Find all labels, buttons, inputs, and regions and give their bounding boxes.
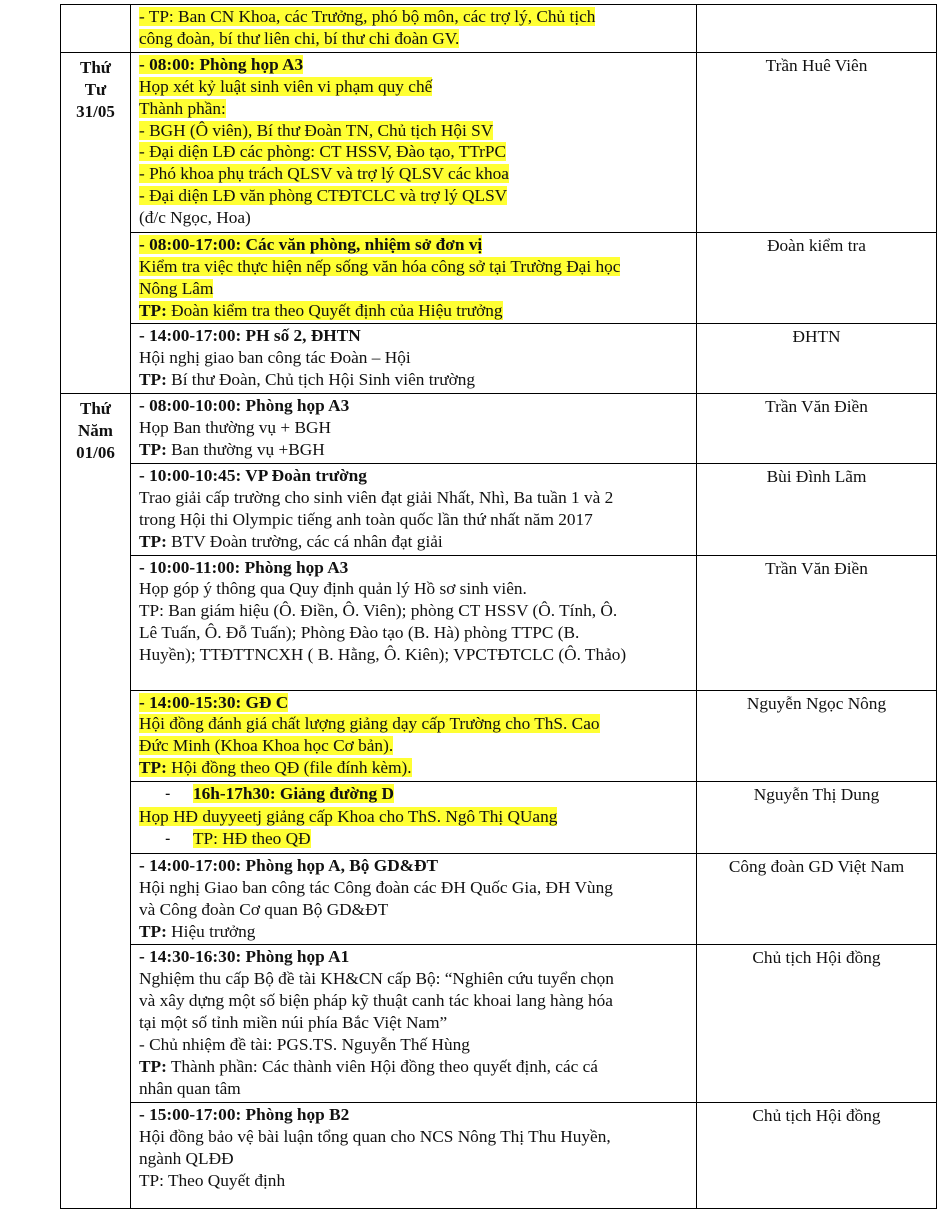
tp-label: TP: — [139, 531, 167, 551]
event-line: Huyền); TTĐTTNCXH ( B. Hằng, Ô. Kiên); VPCTĐTCLC (Ô. Thảo) — [139, 645, 627, 665]
table-row — [61, 52, 937, 232]
event-line: Nghiệm thu cấp Bộ đề tài KH&CN cấp Bộ: “Nghiên cứu tuyển chọn — [139, 969, 614, 989]
event-heading: - 14:00-17:00: Phòng họp A, Bộ GD&ĐT — [139, 855, 439, 875]
event-content — [131, 853, 697, 945]
event-content — [131, 394, 697, 464]
event-line: Nông Lâm — [139, 278, 214, 298]
list-dash: - — [165, 785, 171, 804]
event-line: - TP: Ban CN Khoa, các Trưởng, phó bộ môn, các trợ lý, Chủ tịch — [139, 7, 596, 26]
list-dash: - — [165, 829, 171, 848]
day-cell-empty — [61, 5, 131, 53]
event-line: Họp xét kỷ luật sinh viên vi phạm quy chế — [139, 76, 433, 96]
table-row — [61, 394, 937, 464]
tp-label: TP: — [139, 1057, 167, 1076]
table-row — [61, 690, 937, 782]
table-row — [61, 782, 937, 854]
table-row — [61, 232, 937, 324]
presider-cell: Bùi Đình Lãm — [697, 463, 937, 555]
table-row — [61, 324, 937, 394]
event-line: Hội nghị Giao ban công tác Công đoàn các ĐH Quốc Gia, ĐH Vùng — [139, 877, 613, 897]
tp-text: BTV Đoàn trường, các cá nhân đạt giải — [166, 531, 443, 551]
event-heading: - 08:00-17:00: Các văn phòng, nhiệm sở đơn vị — [139, 234, 483, 254]
table-row — [61, 5, 937, 53]
day-cell-thursday — [61, 394, 131, 1209]
event-line: Họp HĐ duyyeetj giảng cấp Khoa cho ThS. Ngô Thị QUang — [139, 807, 558, 827]
day-name: Năm — [78, 421, 113, 441]
schedule-sheet — [60, 4, 936, 1195]
schedule-table — [60, 4, 937, 1209]
event-heading: - 14:00-15:30: GĐ C — [139, 692, 289, 712]
event-line: Đức Minh (Khoa Khoa học Cơ bản). — [139, 736, 394, 756]
event-heading: - 08:00: Phòng họp A3 — [139, 54, 304, 74]
tp-label: TP: — [139, 758, 167, 778]
presider-cell: ĐHTN — [697, 324, 937, 394]
tp-label: TP: — [139, 300, 167, 320]
tp-label: TP: — [139, 921, 167, 941]
presider-cell: Đoàn kiểm tra — [697, 232, 937, 324]
presider-cell: Chủ tịch Hội đồng — [697, 945, 937, 1102]
event-line: Họp Ban thường vụ + BGH — [139, 418, 331, 438]
event-heading: - 14:00-17:00: PH số 2, ĐHTN — [139, 326, 361, 346]
table-row — [61, 555, 937, 690]
event-line: Họp góp ý thông qua Quy định quản lý Hồ sơ sinh viên. — [139, 579, 527, 599]
tp-text: TP: HĐ theo QĐ — [193, 828, 311, 848]
event-line: Thành phần: — [139, 98, 226, 118]
day-name: Tư — [84, 79, 107, 99]
presider-cell: Nguyễn Ngọc Nông — [697, 690, 937, 782]
event-line: công đoàn, bí thư liên chi, bí thư chi đoàn GV. — [139, 28, 460, 48]
event-content — [131, 232, 697, 324]
tp-text: Thành phần: Các thành viên Hội đồng theo quyết định, các cá — [166, 1057, 598, 1076]
event-heading: - 15:00-17:00: Phòng họp B2 — [139, 1104, 350, 1124]
table-row — [61, 853, 937, 945]
presider-cell: Trần Văn Điền — [697, 555, 937, 690]
event-content — [131, 690, 697, 782]
event-line: và xây dựng một số biện pháp kỹ thuật canh tác khoai lang hàng hóa — [139, 991, 613, 1011]
event-line: Lê Tuấn, Ô. Đỗ Tuấn); Phòng Đào tạo (B. Hà) phòng TTPC (B. — [139, 623, 580, 643]
tp-text: nhân quan tâm — [139, 1078, 241, 1098]
event-line: Hội đồng đánh giá chất lượng giảng dạy cấp Trường cho ThS. Cao — [139, 714, 600, 734]
event-line: Hội nghị giao ban công tác Đoàn – Hội — [139, 348, 411, 368]
event-content — [131, 555, 697, 690]
presider-cell: Trần Huê Viên — [697, 52, 937, 232]
table-row — [61, 945, 937, 1102]
event-heading: - 10:00-10:45: VP Đoàn trường — [139, 465, 367, 485]
tp-text: Hiệu trưởng — [166, 921, 256, 941]
event-line: - BGH (Ô viên), Bí thư Đoàn TN, Chủ tịch Hội SV — [139, 120, 494, 140]
event-line: - Đại diện LĐ các phòng: CT HSSV, Đào tạo, TTrPC — [139, 142, 507, 162]
event-heading: - 14:30-16:30: Phòng họp A1 — [139, 947, 350, 967]
event-content — [131, 782, 697, 854]
event-line: - Chủ nhiệm đề tài: PGS.TS. Nguyễn Thế Hùng — [139, 1035, 470, 1055]
event-line: - Đại diện LĐ văn phòng CTĐTCLC và trợ lý QLSV — [139, 186, 508, 206]
day-date: 01/06 — [76, 443, 115, 463]
table-row — [61, 1102, 937, 1208]
event-line: Kiểm tra việc thực hiện nếp sống văn hóa công sở tại Trường Đại học — [139, 256, 621, 276]
event-line: TP: Theo Quyết định — [139, 1170, 286, 1190]
event-heading: 16h-17h30: Giảng đường D — [193, 784, 394, 804]
event-line: trong Hội thi Olympic tiếng anh toàn quốc lần thứ nhất năm 2017 — [139, 509, 593, 529]
event-line: (đ/c Ngọc, Hoa) — [139, 208, 251, 228]
presider-cell: Trần Văn Điền — [697, 394, 937, 464]
presider-cell: Nguyễn Thị Dung — [697, 782, 937, 854]
presider-cell: Chủ tịch Hội đồng — [697, 1102, 937, 1208]
event-heading: - 10:00-11:00: Phòng họp A3 — [139, 557, 349, 577]
event-line: Trao giải cấp trường cho sinh viên đạt giải Nhất, Nhì, Ba tuần 1 và 2 — [139, 487, 614, 507]
tp-text: Đoàn kiểm tra theo Quyết định của Hiệu trưởng — [166, 300, 503, 320]
event-line: - Phó khoa phụ trách QLSV và trợ lý QLSV các khoa — [139, 164, 509, 184]
tp-text: Bí thư Đoàn, Chủ tịch Hội Sinh viên trường — [166, 370, 476, 390]
day-label: Thứ — [80, 57, 111, 77]
day-label: Thứ — [80, 399, 111, 419]
presider-cell-empty — [697, 5, 937, 53]
event-content — [131, 463, 697, 555]
tp-label: TP: — [139, 370, 167, 390]
day-date: 31/05 — [76, 101, 115, 121]
event-line: TP: Ban giám hiệu (Ô. Điền, Ô. Viên); phòng CT HSSV (Ô. Tính, Ô. — [139, 601, 618, 621]
event-content — [131, 1102, 697, 1208]
event-content — [131, 324, 697, 394]
event-line: Hội đồng bảo vệ bài luận tổng quan cho NCS Nông Thị Thu Huyền, — [139, 1126, 611, 1146]
tp-text: Ban thường vụ +BGH — [166, 439, 325, 459]
day-cell-wednesday — [61, 52, 131, 393]
event-line: ngành QLĐĐ — [139, 1148, 234, 1168]
event-line: và Công đoàn Cơ quan Bộ GD&ĐT — [139, 899, 389, 919]
tp-text: Hội đồng theo QĐ (file đính kèm). — [166, 758, 412, 778]
event-heading: - 08:00-10:00: Phòng họp A3 — [139, 396, 350, 416]
presider-cell: Công đoàn GD Việt Nam — [697, 853, 937, 945]
tp-label: TP: — [139, 439, 167, 459]
event-content — [131, 52, 697, 232]
event-line: tại một số tỉnh miền núi phía Bắc Việt Nam” — [139, 1013, 448, 1033]
table-row — [61, 463, 937, 555]
event-content — [131, 945, 697, 1102]
event-content — [131, 5, 697, 53]
